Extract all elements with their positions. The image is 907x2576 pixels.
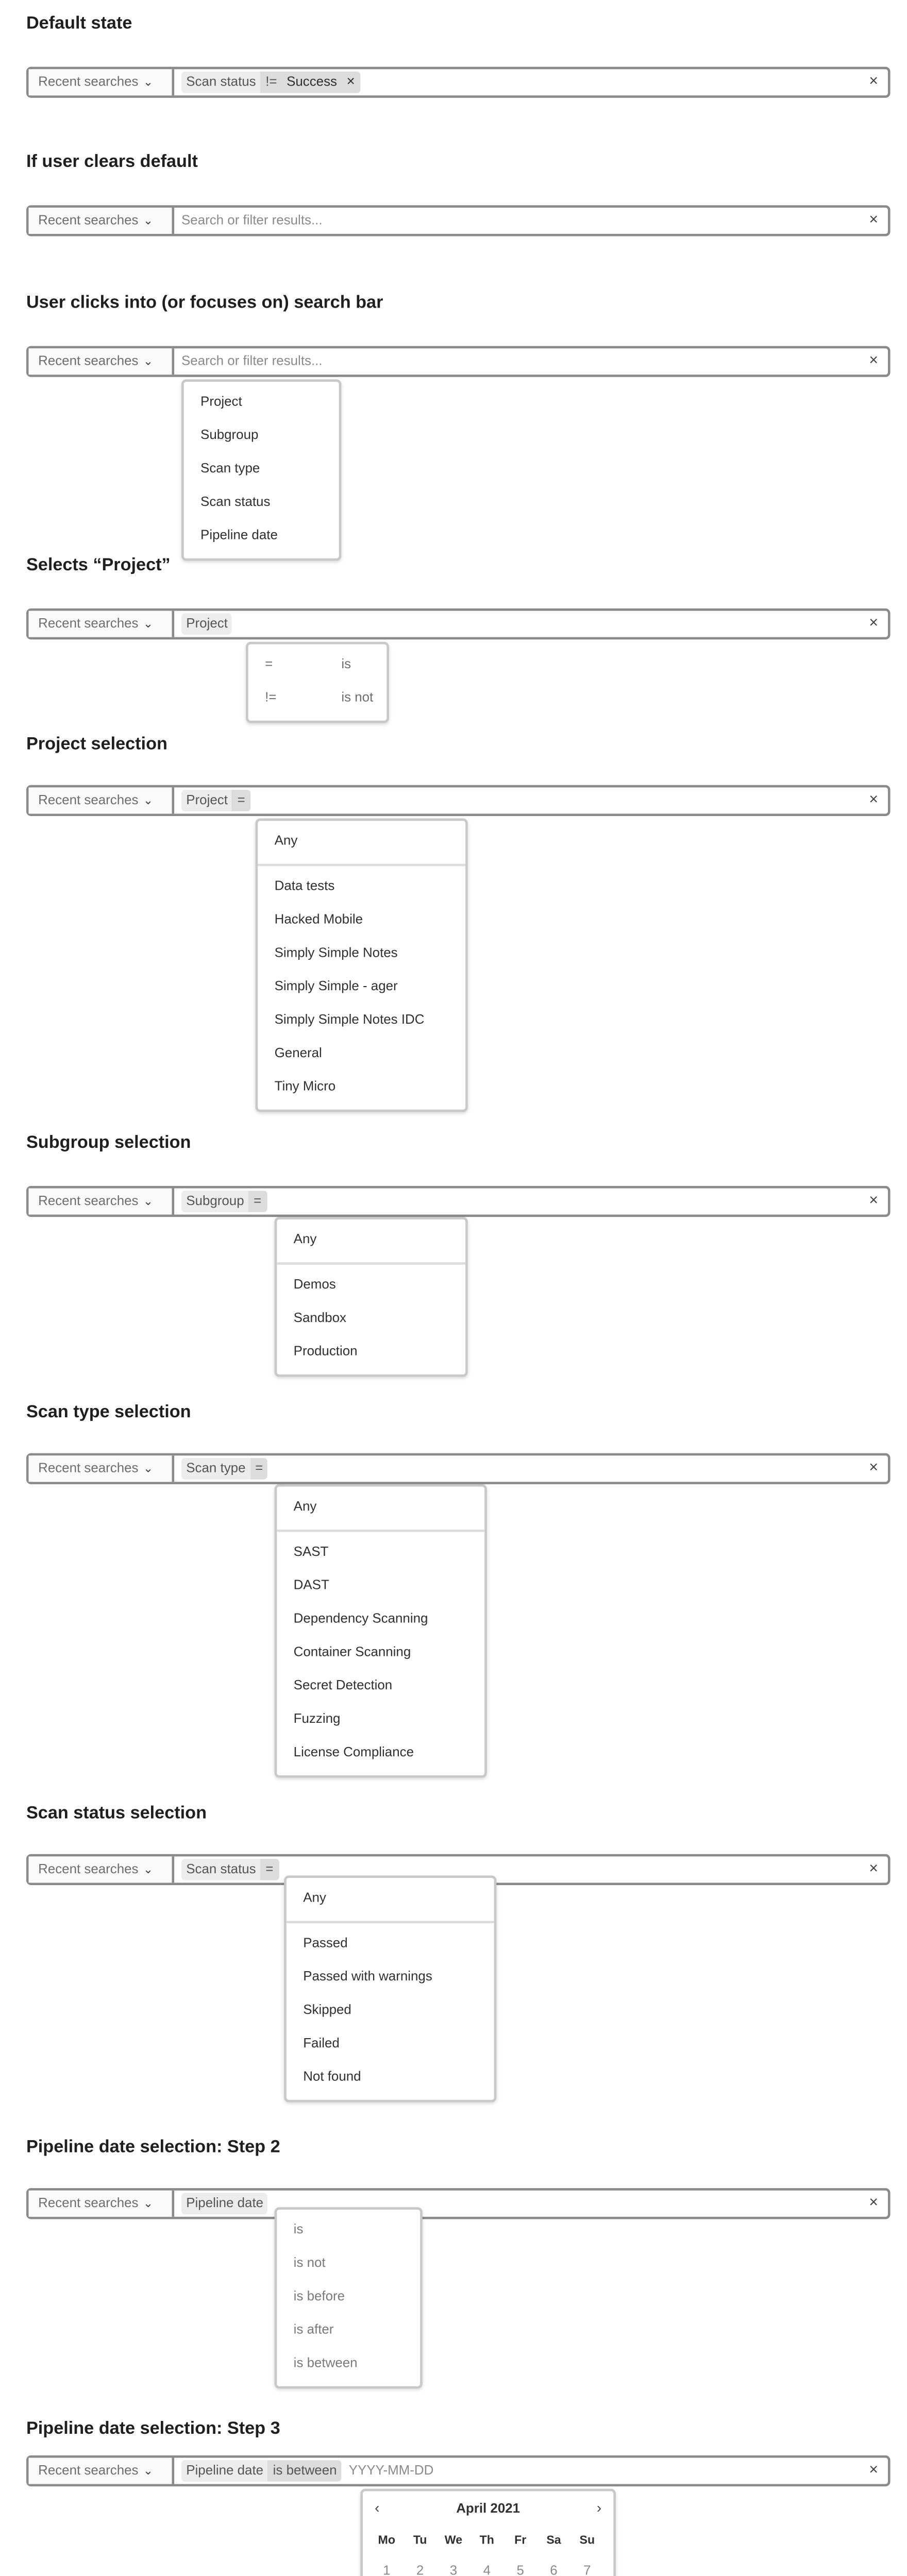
clear-icon[interactable]: × [869, 1861, 878, 1878]
clear-icon[interactable]: × [869, 792, 878, 809]
filtered-search-bar[interactable] [26, 205, 891, 236]
dropdown-item[interactable]: is between [293, 2358, 358, 2372]
search-input[interactable] [174, 2458, 859, 2484]
recent-searches-label: Recent searches [38, 2196, 139, 2211]
operator-symbol: != [265, 692, 277, 706]
date-placeholder: YYYY-MM-DD [348, 2464, 434, 2478]
clear-icon[interactable]: × [869, 1193, 878, 1210]
recent-searches-dropdown[interactable] [29, 611, 175, 637]
weekday-header: Tu [413, 2533, 427, 2548]
scan-status-dropdown [284, 1875, 496, 2102]
recent-searches-label: Recent searches [38, 1194, 139, 1209]
section-title-pipeline-step2: Pipeline date selection: Step 2 [26, 2136, 280, 2157]
clear-icon[interactable]: × [869, 353, 878, 370]
dropdown-item[interactable]: Demos [293, 1279, 336, 1294]
section-title-scan-type-selection: Scan type selection [26, 1400, 191, 1422]
recent-searches-label: Recent searches [38, 354, 139, 369]
recent-searches-dropdown[interactable] [29, 69, 175, 95]
filter-token[interactable] [181, 2460, 342, 2482]
project-dropdown [256, 819, 468, 1112]
date-picker [360, 2489, 616, 2576]
calendar-day[interactable]: 1 [383, 2564, 391, 2576]
recent-searches-dropdown[interactable] [29, 208, 175, 234]
search-input[interactable] [174, 1189, 859, 1215]
chevron-down-icon: ⌄ [143, 75, 154, 90]
dropdown-item[interactable]: Hacked Mobile [274, 913, 363, 928]
search-input[interactable] [174, 348, 859, 375]
close-icon[interactable]: × [342, 72, 360, 93]
section-title-scan-status-selection: Scan status selection [26, 1801, 207, 1823]
token-operator: is between [268, 2460, 341, 2482]
clear-icon[interactable]: × [869, 1460, 878, 1477]
recent-searches-dropdown[interactable] [29, 787, 175, 814]
recent-searches-dropdown[interactable] [29, 1455, 175, 1482]
section-title-subgroup-selection: Subgroup selection [26, 1131, 191, 1153]
recent-searches-label: Recent searches [38, 1461, 139, 1476]
token-operator: != [261, 72, 282, 93]
calendar-day[interactable]: 3 [449, 2564, 458, 2576]
section-title-pipeline-step3: Pipeline date selection: Step 3 [26, 2417, 280, 2439]
filter-token[interactable] [181, 1191, 266, 1212]
filtered-search-bar[interactable] [26, 1453, 891, 1484]
section-title-project-selection: Project selection [26, 732, 167, 754]
filter-token[interactable] [181, 72, 360, 93]
filter-token[interactable] [181, 790, 250, 811]
section-title-default-state: Default state [26, 12, 132, 33]
dropdown-item[interactable]: is before [293, 2291, 345, 2306]
dropdown-item[interactable]: Secret Detection [293, 1680, 393, 1694]
search-placeholder: Search or filter results... [181, 354, 323, 369]
operator-label: is not [341, 692, 374, 706]
chevron-down-icon: ⌄ [143, 1194, 154, 1209]
section-title-clears-default: If user clears default [26, 150, 198, 172]
search-input[interactable] [174, 69, 859, 95]
filter-token[interactable] [181, 613, 232, 635]
recent-searches-dropdown[interactable] [29, 2458, 175, 2484]
search-input[interactable] [174, 1455, 859, 1482]
token-key: Scan type [186, 1461, 246, 1476]
dropdown-item[interactable]: License Compliance [293, 1747, 414, 1761]
chevron-down-icon: ⌄ [143, 617, 154, 632]
dropdown-item[interactable]: Simply Simple Notes [274, 947, 398, 962]
date-operator-dropdown [275, 2207, 423, 2388]
weekday-header: Fr [514, 2533, 527, 2548]
dropdown-item[interactable]: is [293, 2224, 304, 2239]
chevron-down-icon: ⌄ [143, 2196, 154, 2211]
token-value: Success [282, 72, 342, 93]
operator-dropdown [246, 642, 389, 723]
dropdown-item[interactable]: Data tests [274, 880, 335, 895]
calendar-grid [370, 2524, 607, 2576]
divider [258, 864, 465, 867]
filtered-search-bar[interactable] [26, 2188, 891, 2219]
filtered-search-bar[interactable] [26, 346, 891, 377]
clear-icon[interactable]: × [869, 2462, 878, 2480]
dropdown-item[interactable]: Simply Simple - ager [274, 980, 398, 995]
token-key: Pipeline date [186, 2196, 264, 2211]
search-input[interactable] [174, 611, 859, 637]
dropdown-item[interactable]: Skipped [303, 2004, 351, 2019]
recent-searches-dropdown[interactable] [29, 348, 175, 375]
token-key: Project [186, 793, 228, 808]
dropdown-item-any[interactable]: Any [293, 1501, 317, 1516]
dropdown-item[interactable]: Tiny Micro [274, 1081, 336, 1095]
filtered-search-bar[interactable] [26, 608, 891, 639]
section-title-focus: User clicks into (or focuses on) search bar [26, 291, 383, 313]
weekday-header: Sa [546, 2533, 561, 2548]
recent-searches-label: Recent searches [38, 75, 139, 90]
chevron-down-icon: ⌄ [143, 2464, 154, 2478]
token-operator: = [232, 790, 250, 811]
calendar-day[interactable]: 2 [416, 2564, 424, 2576]
weekday-header: Su [579, 2533, 595, 2548]
weekday-header: Th [479, 2533, 494, 2548]
recent-searches-dropdown[interactable] [29, 1856, 175, 1883]
chevron-right-icon[interactable]: › [596, 2502, 602, 2516]
recent-searches-label: Recent searches [38, 213, 139, 228]
section-title-selects-project: Selects “Project” [26, 553, 171, 575]
filter-token[interactable] [181, 1859, 278, 1880]
chevron-left-icon[interactable]: ‹ [375, 2502, 380, 2516]
dropdown-item[interactable]: General [274, 1047, 322, 1062]
divider [287, 1921, 494, 1923]
dropdown-item[interactable]: is not [293, 2257, 326, 2272]
calendar-month: April 2021 [456, 2502, 520, 2516]
divider [277, 1262, 465, 1265]
search-input[interactable] [174, 208, 859, 234]
chevron-down-icon: ⌄ [143, 354, 154, 369]
recent-searches-dropdown[interactable] [29, 1189, 175, 1215]
token-operator: = [249, 1191, 266, 1212]
token-key: Pipeline date [186, 2464, 264, 2478]
dropdown-item-any[interactable]: Any [293, 1233, 317, 1248]
dropdown-item[interactable]: Container Scanning [293, 1646, 411, 1661]
dropdown-item[interactable]: Fuzzing [293, 1713, 341, 1728]
divider [277, 1530, 484, 1532]
clear-icon[interactable]: × [869, 74, 878, 91]
dropdown-item[interactable]: Simply Simple Notes IDC [274, 1014, 425, 1029]
weekday-header: Mo [378, 2533, 396, 2548]
chevron-down-icon: ⌄ [143, 213, 154, 228]
filtered-search-bar[interactable] [26, 785, 891, 816]
token-key: Scan status [186, 75, 256, 90]
dropdown-item-any[interactable]: Any [303, 1892, 326, 1907]
filtered-search-bar[interactable] [26, 1186, 891, 1217]
dropdown-item[interactable]: Production [293, 1346, 358, 1360]
dropdown-item[interactable]: Passed with warnings [303, 1971, 432, 1986]
calendar-day[interactable]: 7 [583, 2564, 591, 2576]
weekday-header: We [444, 2533, 463, 2548]
dropdown-item[interactable]: Dependency Scanning [293, 1613, 428, 1628]
dropdown-item[interactable]: Project [200, 396, 242, 411]
dropdown-item[interactable]: Failed [303, 2038, 340, 2053]
dropdown-item[interactable]: Scan type [200, 463, 260, 478]
dropdown-item[interactable]: Scan status [200, 496, 271, 511]
token-key: Project [186, 617, 228, 632]
dropdown-item[interactable]: Not found [303, 2071, 361, 2086]
clear-icon[interactable]: × [869, 2195, 878, 2212]
scan-type-dropdown [275, 1484, 487, 1778]
search-input[interactable] [174, 787, 859, 814]
dropdown-item[interactable]: Subgroup [200, 429, 259, 444]
recent-searches-label: Recent searches [38, 2464, 139, 2478]
token-key: Scan status [186, 1862, 256, 1877]
calendar-day[interactable]: 4 [483, 2564, 491, 2576]
operator-option[interactable] [248, 683, 387, 716]
token-key: Subgroup [186, 1194, 244, 1209]
search-placeholder: Search or filter results... [181, 213, 323, 228]
dropdown-item-any[interactable]: Any [274, 835, 298, 850]
token-operator: = [250, 1458, 268, 1480]
dropdown-item[interactable]: SAST [293, 1546, 329, 1561]
search-input[interactable] [174, 1856, 859, 1883]
recent-searches-dropdown[interactable] [29, 2191, 175, 2217]
chevron-down-icon: ⌄ [143, 1461, 154, 1476]
dropdown-item[interactable]: Passed [303, 1937, 348, 1952]
filtered-search-bar[interactable] [26, 2455, 891, 2486]
operator-option[interactable] [248, 649, 387, 683]
recent-searches-label: Recent searches [38, 793, 139, 808]
dropdown-item[interactable]: Pipeline date [200, 530, 278, 544]
filter-token[interactable] [181, 2193, 268, 2214]
dropdown-item[interactable]: DAST [293, 1580, 329, 1594]
filter-token[interactable] [181, 1458, 268, 1480]
token-operator: = [261, 1859, 278, 1880]
calendar-day[interactable]: 5 [516, 2564, 524, 2576]
token-type-dropdown [181, 379, 341, 561]
dropdown-item[interactable]: is after [293, 2324, 334, 2338]
calendar-day[interactable]: 6 [550, 2564, 558, 2576]
clear-icon[interactable]: × [869, 615, 878, 633]
operator-label: is [341, 658, 351, 673]
chevron-down-icon: ⌄ [143, 793, 154, 808]
dropdown-item[interactable]: Sandbox [293, 1312, 347, 1327]
chevron-down-icon: ⌄ [143, 1862, 154, 1877]
recent-searches-label: Recent searches [38, 1862, 139, 1877]
subgroup-dropdown [275, 1217, 468, 1377]
operator-symbol: = [265, 658, 273, 673]
filtered-search-bar[interactable] [26, 67, 891, 98]
clear-icon[interactable]: × [869, 212, 878, 229]
recent-searches-label: Recent searches [38, 617, 139, 632]
